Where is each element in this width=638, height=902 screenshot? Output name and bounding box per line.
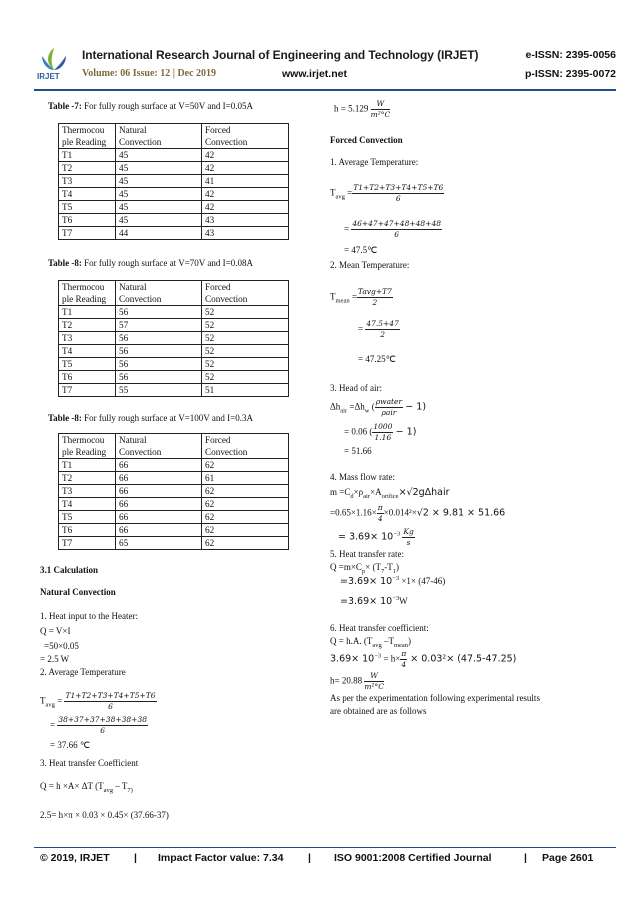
table-row xyxy=(59,188,289,201)
table-row xyxy=(59,332,289,345)
head-air-heading: 3. Head of air: xyxy=(330,383,382,393)
table-cell: 61 xyxy=(202,472,289,485)
header-line: Convection xyxy=(119,447,162,457)
table-row xyxy=(59,345,289,358)
footer-separator: | xyxy=(524,852,527,864)
table-cell: T6 xyxy=(59,524,116,537)
forced-avg-temp-heading: 1. Average Temperature: xyxy=(330,157,419,167)
section-calculation: 3.1 Calculation xyxy=(40,565,99,575)
htc-formula: Q = h ×A× ΔT ($T_{avg} - T_{7)}$ xyxy=(40,781,133,794)
table-cell: 66 xyxy=(116,498,202,511)
table-cell: 55 xyxy=(116,384,202,397)
header-line: Convection xyxy=(205,294,248,304)
table-row xyxy=(59,485,289,498)
mass-flow-formula: $m =C_d\times\rho_{air}\times A_{orifice}\times√2g\Delta hair$ xyxy=(330,487,450,500)
table-cell: 42 xyxy=(202,149,289,162)
header-line: Forced xyxy=(205,282,231,292)
table-8a xyxy=(58,280,289,397)
conclusion-line-2: are obtained are as follows xyxy=(330,706,427,716)
table-row xyxy=(59,214,289,227)
table-cell: T2 xyxy=(59,472,116,485)
table-row xyxy=(59,459,289,472)
table-cell: T3 xyxy=(59,175,116,188)
table-cell: 56 xyxy=(116,358,202,371)
header-line: Forced xyxy=(205,125,231,135)
table-cell: 62 xyxy=(202,537,289,550)
table-cell: 66 xyxy=(116,511,202,524)
heat-rate-values: $=3.69\times 10^{-3} \times 1\times (47-46)$ xyxy=(340,575,446,587)
header-line: Convection xyxy=(205,137,248,147)
table-cell: 45 xyxy=(116,201,202,214)
mean-temp-heading: 2. Mean Temperature: xyxy=(330,260,410,270)
header-divider xyxy=(34,89,616,91)
table-row xyxy=(59,472,289,485)
table-header-cell xyxy=(59,434,116,459)
copyright: © 2019, IRJET xyxy=(40,852,110,864)
journal-title: International Research Journal of Engineering and Technology (IRJET) xyxy=(82,48,479,62)
header-line: ple Reading xyxy=(62,294,107,304)
table-row xyxy=(59,384,289,397)
table-cell: T6 xyxy=(59,214,116,227)
section-natural-convection: Natural Convection xyxy=(40,587,116,597)
page-header xyxy=(24,44,618,86)
avg-temp-heading: 2. Average Temperature xyxy=(40,667,126,677)
footer-separator: | xyxy=(308,852,311,864)
table-cell: 52 xyxy=(202,345,289,358)
volume-issue: Volume: 06 Issue: 12 | Dec 2019 xyxy=(82,68,217,79)
table-row xyxy=(59,227,289,240)
mean-temp-formula: $T_{mean}$ = $\frac{\text{Tavg+T7}}{2}$ xyxy=(330,287,392,307)
table-header-row xyxy=(59,281,289,306)
table-cell: T7 xyxy=(59,384,116,397)
header-line: Natural xyxy=(119,282,147,292)
website-link[interactable]: www.irjet.net xyxy=(282,68,347,80)
table-row xyxy=(59,511,289,524)
table-cell: 66 xyxy=(116,459,202,472)
table-row xyxy=(59,201,289,214)
table-cell: 52 xyxy=(202,319,289,332)
table-header-cell xyxy=(116,124,202,149)
conclusion-line-1: As per the experimentation following experimental results xyxy=(330,693,540,703)
forced-avg-temp-values: = $\frac{46+47+47+48+48+48}{6}$ xyxy=(344,219,442,239)
htc-forced-heading: 6. Heat transfer coefficient: xyxy=(330,623,429,633)
table-row xyxy=(59,358,289,371)
table-header-cell xyxy=(59,124,116,149)
table-cell: T2 xyxy=(59,319,116,332)
table-cell: 41 xyxy=(202,175,289,188)
table-row xyxy=(59,306,289,319)
head-air-result: = 51.66 xyxy=(344,446,372,456)
table-header-row xyxy=(59,124,289,149)
table-cell: T7 xyxy=(59,537,116,550)
table-header-cell xyxy=(202,124,289,149)
table-cell: 56 xyxy=(116,332,202,345)
table-cell: 62 xyxy=(202,511,289,524)
header-line: Thermocou xyxy=(62,125,105,135)
table-cell: 45 xyxy=(116,214,202,227)
table-cell: 42 xyxy=(202,188,289,201)
table-cell: T3 xyxy=(59,485,116,498)
table-cell: T5 xyxy=(59,358,116,371)
heat-rate-formula: $Q =m\times C_p\times (T_7-T_1)$ xyxy=(330,562,399,575)
p-issn: p-ISSN: 2395-0072 xyxy=(524,68,616,80)
heat-input-heading: 1. Heat input to the Heater: xyxy=(40,611,138,621)
header-line: Natural xyxy=(119,435,147,445)
table-cell: T4 xyxy=(59,188,116,201)
table-cell: 66 xyxy=(116,485,202,498)
table-cell: T2 xyxy=(59,162,116,175)
h-natural-result: h = 5.129 $\frac{W}{\text{m²°C}}$ xyxy=(334,99,391,119)
htc-forced-result: h= 20.88 $\frac{W}{\text{m²°C}}$ xyxy=(330,671,384,691)
table-header-cell xyxy=(59,281,116,306)
table-cell: 62 xyxy=(202,485,289,498)
table-cell: T4 xyxy=(59,345,116,358)
table-cell: 42 xyxy=(202,162,289,175)
table-cell: T1 xyxy=(59,459,116,472)
avg-temp-formula: $T_{avg}$ = $\frac{T1+T2+T3+T4+T5+T6}{6}$ xyxy=(40,691,156,711)
avg-temp-result: = 37.66 ℃ xyxy=(50,740,90,750)
table-cell: 45 xyxy=(116,188,202,201)
table-row xyxy=(59,371,289,384)
table-cell: T5 xyxy=(59,201,116,214)
mass-flow-heading: 4. Mass flow rate: xyxy=(330,472,395,482)
table-cell: 52 xyxy=(202,332,289,345)
table-header-cell xyxy=(202,434,289,459)
table-8a-caption: Table -8: For fully rough surface at V=70V and I=0.08A xyxy=(48,258,253,268)
table-cell: 62 xyxy=(202,459,289,472)
table-cell: 43 xyxy=(202,214,289,227)
heat-input-values: =50×0.05 xyxy=(44,641,79,651)
table-row xyxy=(59,537,289,550)
heat-rate-heading: 5. Heat transfer rate: xyxy=(330,549,404,559)
table-7 xyxy=(58,123,289,240)
header-line: ple Reading xyxy=(62,447,107,457)
mean-temp-values: = $\frac{47.5+47}{2}$ xyxy=(358,319,399,339)
table-row xyxy=(59,162,289,175)
table-cell: T1 xyxy=(59,149,116,162)
mean-temp-result: = 47.25℃ xyxy=(358,354,396,364)
footer-divider xyxy=(34,847,616,848)
forced-avg-temp-formula: $T_{avg}$ = $\frac{T1+T2+T3+T4+T5+T6}{6}$ xyxy=(330,183,444,203)
table-cell: 43 xyxy=(202,227,289,240)
heat-input-formula: Q = V×I xyxy=(40,626,71,636)
section-forced-convection: Forced Convection xyxy=(330,135,403,145)
table-cell: T6 xyxy=(59,371,116,384)
table-cell: 44 xyxy=(116,227,202,240)
iso-certification: ISO 9001:2008 Certified Journal xyxy=(334,852,492,864)
htc-heading: 3. Heat transfer Coefficient xyxy=(40,758,139,768)
heat-input-result: = 2.5 W xyxy=(40,654,70,664)
table-row xyxy=(59,149,289,162)
table-8b-caption: Table -8: For fully rough surface at V=100V and I=0.3A xyxy=(48,413,253,423)
table-cell: 56 xyxy=(116,345,202,358)
table-header-cell xyxy=(116,434,202,459)
table-cell: 52 xyxy=(202,306,289,319)
impact-factor: Impact Factor value: 7.34 xyxy=(158,852,284,864)
logo-text: IRJET xyxy=(37,72,60,81)
table-cell: 52 xyxy=(202,371,289,384)
header-line: ple Reading xyxy=(62,137,107,147)
header-line: Convection xyxy=(205,447,248,457)
table-header-cell xyxy=(202,281,289,306)
header-line: Natural xyxy=(119,125,147,135)
table-row xyxy=(59,319,289,332)
table-cell: T7 xyxy=(59,227,116,240)
e-issn: e-ISSN: 2395-0056 xyxy=(525,49,616,61)
table-cell: 42 xyxy=(202,201,289,214)
header-line: Forced xyxy=(205,435,231,445)
table-cell: T1 xyxy=(59,306,116,319)
table-row xyxy=(59,524,289,537)
head-air-values: = 0.06 ( $\frac{1000}{1.16}$ − 1) xyxy=(344,422,417,442)
table-cell: 57 xyxy=(116,319,202,332)
table-cell: 65 xyxy=(116,537,202,550)
header-line: Thermocou xyxy=(62,282,105,292)
table-header-cell xyxy=(116,281,202,306)
forced-avg-temp-result: = 47.5℃ xyxy=(344,245,378,255)
table-cell: 52 xyxy=(202,358,289,371)
table-7-caption: Table -7: For fully rough surface at V=50V and I=0.05A xyxy=(48,101,253,111)
avg-temp-values: = $\frac{38+37+37+38+38+38}{6}$ xyxy=(50,715,148,735)
table-cell: T3 xyxy=(59,332,116,345)
header-line: Thermocou xyxy=(62,435,105,445)
htc-substitution: 2.5= h×π × 0.03 × 0.45× (37.66-37) xyxy=(40,810,169,820)
heat-rate-result: $=3.69\times 10^{-3}W$ xyxy=(340,595,408,607)
mass-flow-result: = $3.69\times 10^{-3}$ $\frac{Kg}{s}$ xyxy=(338,527,414,547)
page-number: Page 2601 xyxy=(542,852,594,864)
head-air-formula: $\Delta h_{air} =\Delta h_w$ ( $\frac{\text{ρwater}}{\text{ρair}}$ − 1) xyxy=(330,397,427,417)
table-cell: 62 xyxy=(202,498,289,511)
table-cell: 45 xyxy=(116,149,202,162)
header-line: Convection xyxy=(119,137,162,147)
table-8b xyxy=(58,433,289,550)
table-cell: 45 xyxy=(116,175,202,188)
table-row xyxy=(59,175,289,188)
header-line: Convection xyxy=(119,294,162,304)
htc-forced-formula: Q = h.A. ($T_{avg}$ $-T_{mean}$) xyxy=(330,636,412,649)
table-cell: 56 xyxy=(116,371,202,384)
mass-flow-values: =0.65×1.16× $\frac{\pi}{4}$ ×0.014²×√2 × 9.81 × 51.66 xyxy=(330,503,506,523)
table-cell: T5 xyxy=(59,511,116,524)
table-cell: 66 xyxy=(116,472,202,485)
footer-separator: | xyxy=(134,852,137,864)
table-header-row xyxy=(59,434,289,459)
table-row xyxy=(59,498,289,511)
table-cell: T4 xyxy=(59,498,116,511)
table-cell: 66 xyxy=(116,524,202,537)
htc-forced-values: $3.69\times 10^{-3} = h\times$ $\frac{\pi}{4}$ × 0.03²× (47.5-47.25) xyxy=(330,649,517,669)
table-cell: 56 xyxy=(116,306,202,319)
table-cell: 51 xyxy=(202,384,289,397)
table-cell: 62 xyxy=(202,524,289,537)
table-cell: 45 xyxy=(116,162,202,175)
